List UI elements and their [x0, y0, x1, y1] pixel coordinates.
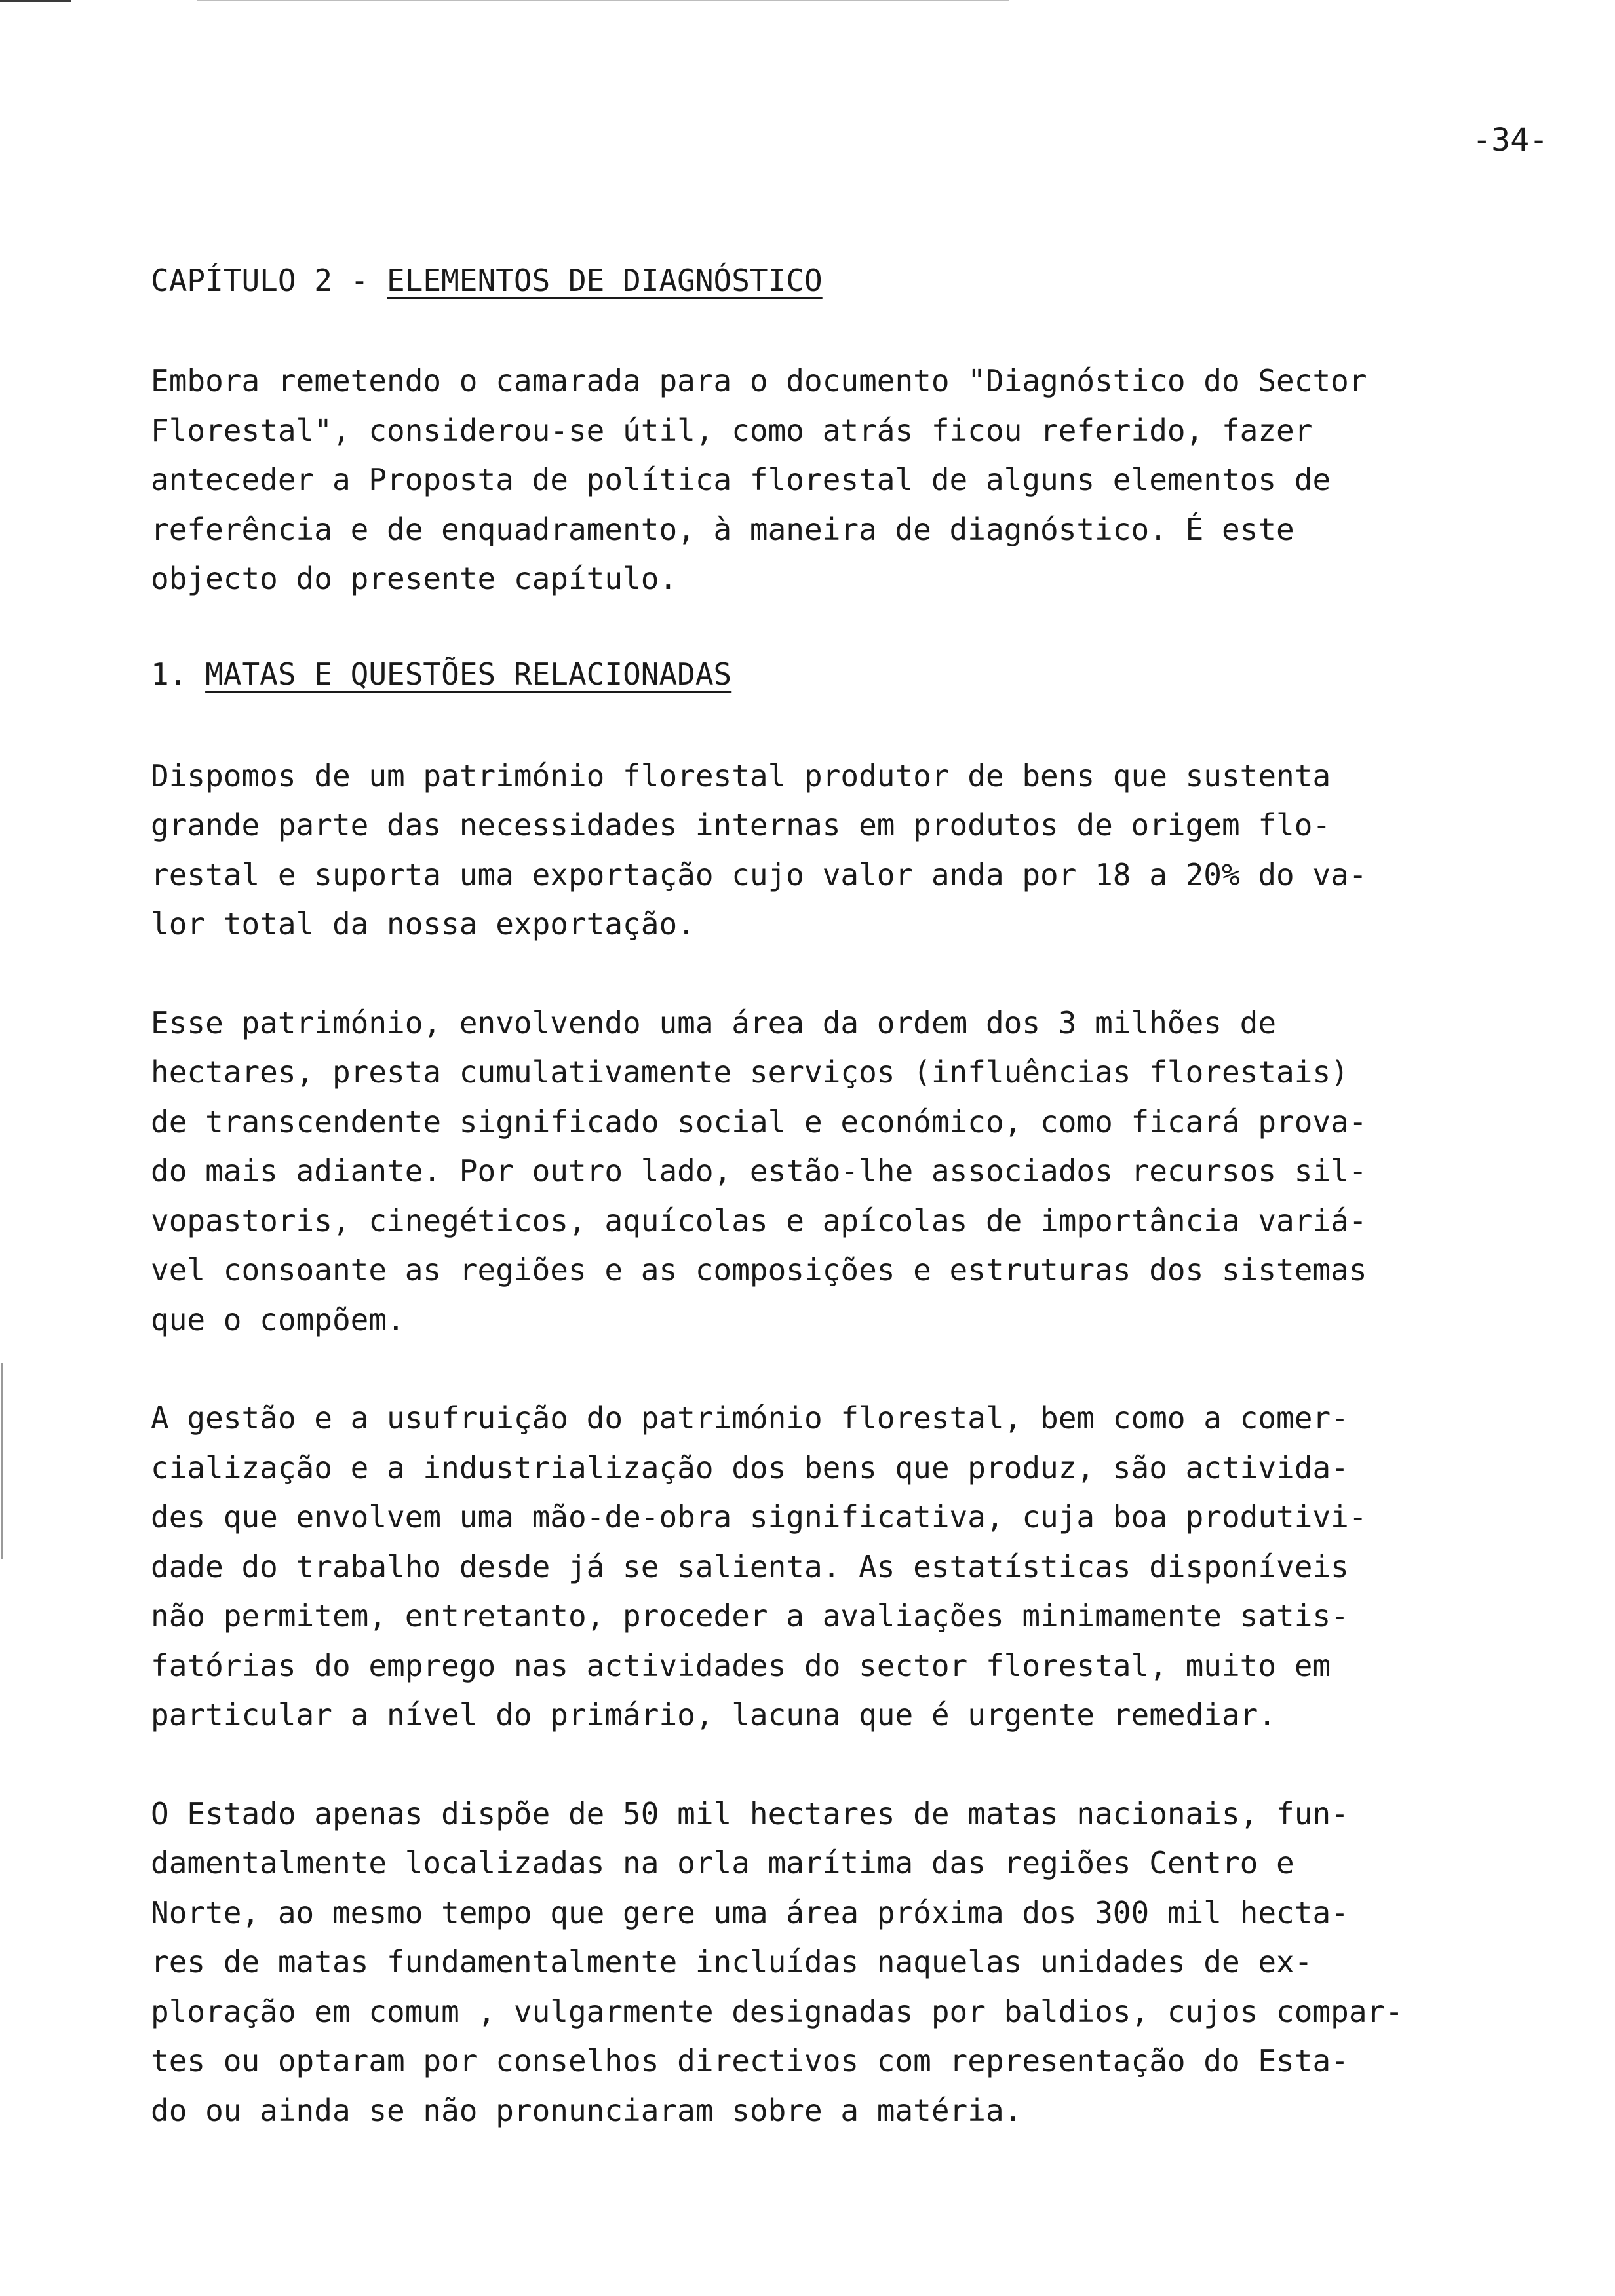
paragraph	[151, 752, 1501, 949]
text-line: O Estado apenas dispõe de 50 mil hectares de matas nacionais, fun-	[151, 1795, 1349, 1831]
intro-paragraph	[151, 356, 1501, 604]
text-line: hectares, presta cumulativamente serviços (influências florestais)	[151, 1054, 1349, 1090]
text-line: A gestão e a usufruição do património florestal, bem como a comer-	[151, 1400, 1349, 1436]
text-line: res de matas fundamentalmente incluídas naquelas unidades de ex-	[151, 1944, 1313, 1980]
text-line: lor total da nossa exportação.	[151, 906, 695, 942]
document-body	[151, 259, 1501, 2185]
chapter-heading	[151, 259, 1501, 301]
text-line: grande parte das necessidades internas em produtos de origem flo-	[151, 807, 1331, 843]
section-number: 1.	[151, 656, 206, 692]
text-line: não permitem, entretanto, proceder a avaliações minimamente satis-	[151, 1598, 1349, 1634]
page-number: -34-	[1472, 122, 1548, 159]
text-line: referência e de enquadramento, à maneira de diagnóstico. É este	[151, 511, 1294, 547]
chapter-prefix: CAPÍTULO 2 -	[151, 263, 387, 298]
text-line: particular a nível do primário, lacuna que é urgente remediar.	[151, 1697, 1277, 1732]
text-line: do ou ainda se não pronunciaram sobre a matéria.	[151, 2092, 1022, 2128]
text-line: Norte, ao mesmo tempo que gere uma área próxima dos 300 mil hecta-	[151, 1894, 1349, 1930]
text-line: dade do trabalho desde já se salienta. As estatísticas disponíveis	[151, 1548, 1349, 1584]
text-line: que o compõem.	[151, 1301, 405, 1337]
text-line: do mais adiante. Por outro lado, estão-lhe associados recursos sil-	[151, 1153, 1367, 1189]
scan-edge-mark	[197, 0, 1009, 1]
text-line: cialização e a industrialização dos bens que produz, são activida-	[151, 1449, 1349, 1485]
chapter-title: ELEMENTOS DE DIAGNÓSTICO	[387, 263, 823, 298]
scan-edge-mark	[0, 0, 71, 2]
text-line: Dispomos de um património florestal produtor de bens que sustenta	[151, 757, 1331, 794]
text-line: restal e suporta uma exportação cujo valor anda por 18 a 20% do va-	[151, 856, 1367, 892]
text-line: fatórias do emprego nas actividades do sector florestal, muito em	[151, 1647, 1331, 1683]
text-line: objecto do presente capítulo.	[151, 561, 678, 596]
paragraph	[151, 999, 1501, 1345]
section-title: MATAS E QUESTÕES RELACIONADAS	[205, 656, 732, 692]
text-line: tes ou optaram por conselhos directivos com representação do Esta-	[151, 2043, 1349, 2078]
section-heading	[151, 653, 1501, 695]
text-line: de transcendente significado social e económico, como ficará prova-	[151, 1103, 1367, 1139]
scan-edge-mark	[1, 1363, 3, 1559]
text-line: Esse património, envolvendo uma área da ordem dos 3 milhões de	[151, 1004, 1277, 1041]
paragraph	[151, 1394, 1501, 1740]
text-line: ploração em comum , vulgarmente designadas por baldios, cujos compar-	[151, 1993, 1403, 2029]
text-line: des que envolvem uma mão-de-obra significativa, cuja boa produtivi-	[151, 1499, 1367, 1535]
text-line: vopastoris, cinegéticos, aquícolas e apícolas de importância variá-	[151, 1202, 1367, 1238]
text-line: anteceder a Proposta de política florestal de alguns elementos de	[151, 462, 1331, 497]
text-line: vel consoante as regiões e as composições e estruturas dos sistemas	[151, 1252, 1367, 1288]
text-line: damentalmente localizadas na orla marítima das regiões Centro e	[151, 1845, 1294, 1881]
paragraph	[151, 1789, 1501, 2136]
text-line: Embora remetendo o camarada para o documento "Diagnóstico do Sector	[151, 363, 1367, 398]
text-line: Florestal", considerou-se útil, como atrás ficou referido, fazer	[151, 412, 1313, 448]
